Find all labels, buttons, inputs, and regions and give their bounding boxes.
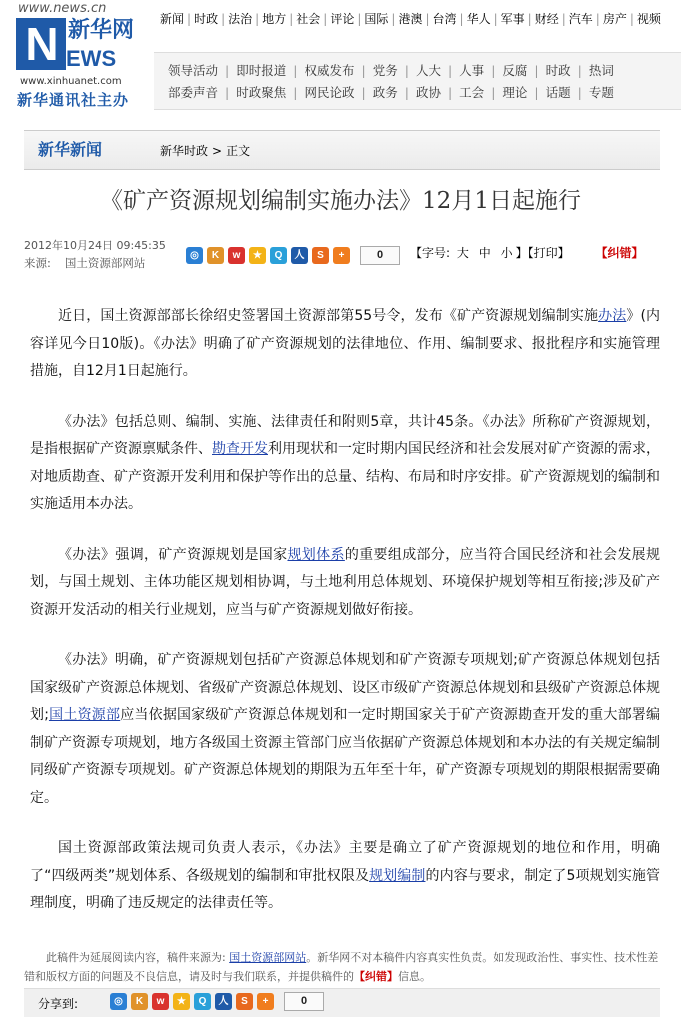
plus-icon[interactable]: +	[257, 993, 274, 1010]
paragraph-4	[30, 647, 660, 812]
sub-nav-item[interactable]: 专题	[588, 85, 614, 100]
top-nav-item[interactable]: 地方	[262, 12, 287, 26]
share-icons-top	[186, 247, 350, 264]
nav-separator: |	[527, 12, 532, 26]
link-banfa[interactable]: 办法	[598, 308, 627, 324]
breadcrumb-bar	[24, 130, 660, 170]
font-size-small[interactable]: 小	[500, 246, 513, 260]
paragraph-text: 利用现状和一定时期内国民经济和社会发展对矿产资源的需求，对地质勘查、矿产资源开发利用和保护等作出的总量、结构、布局和时序安排。矿产资源规划的编制和实施适用本办法。	[30, 441, 660, 512]
tqq-icon[interactable]: Q	[270, 247, 287, 264]
paragraph-1	[30, 303, 660, 386]
font-size-end: 】	[515, 246, 528, 260]
nav-separator: |	[447, 85, 453, 100]
print-button[interactable]: 【打印】	[527, 246, 570, 260]
nav-separator: |	[595, 12, 600, 26]
nav-separator: |	[629, 12, 634, 26]
font-size-large[interactable]: 大	[456, 246, 469, 260]
paragraph-5	[30, 835, 660, 918]
sub-nav-item[interactable]: 工会	[459, 85, 485, 100]
nav-separator: |	[255, 12, 260, 26]
top-nav-item[interactable]: 法治	[228, 12, 253, 26]
nav-separator: |	[361, 85, 366, 100]
paragraph-text: 的内容与要求，制定了5项规划实施管理制度，明确了违反规定的法律责任等。	[30, 867, 661, 911]
top-nav-item[interactable]: 房产	[602, 12, 627, 26]
nav-separator: |	[534, 63, 539, 78]
disclaimer-text: 此稿件为延展阅读内容，稿件来源为:	[46, 951, 230, 964]
sub-nav-item[interactable]: 时政	[545, 63, 571, 78]
sub-nav-item[interactable]: 人事	[459, 63, 485, 78]
logo-chinese: 新华网	[68, 18, 135, 43]
top-nav-item[interactable]: 汽车	[568, 12, 593, 26]
nav-separator: |	[391, 12, 396, 26]
paragraph-text: 《办法》包括总则、编制、实施、法律责任和附则5章，共计45条。《办法》所称矿产资源规划，是指根据矿产资源禀赋条件、	[30, 413, 660, 457]
logo-host: 新华通讯社主办	[17, 91, 130, 109]
sub-nav-item[interactable]: 政协	[415, 85, 441, 100]
sub-nav-item[interactable]: 权威发布	[304, 63, 355, 78]
nav-separator: |	[323, 12, 328, 26]
sub-nav-item[interactable]: 政务	[372, 85, 398, 100]
top-nav	[160, 10, 681, 28]
nav-separator: |	[425, 12, 430, 26]
weibo-icon[interactable]: w	[152, 993, 169, 1010]
logo-letter: N	[16, 18, 66, 70]
nav-separator: |	[491, 85, 496, 100]
sub-nav-item[interactable]: 党务	[372, 63, 398, 78]
nav-separator: |	[187, 12, 192, 26]
sub-nav-item[interactable]: 热词	[588, 63, 614, 78]
sub-nav-item[interactable]: 部委声音	[168, 85, 219, 100]
nav-separator: |	[459, 12, 464, 26]
qzone-icon[interactable]: ◎	[186, 247, 203, 264]
nav-separator: |	[289, 12, 294, 26]
sub-nav-item[interactable]: 即时报道	[236, 63, 287, 78]
nav-separator: |	[561, 12, 566, 26]
nav-separator: |	[447, 63, 453, 78]
paragraph-2	[30, 409, 660, 519]
nav-separator: |	[357, 12, 362, 26]
disclaimer-source-link[interactable]: 国土资源部网站	[229, 951, 307, 964]
logo-rest: EWS	[66, 46, 117, 71]
star-icon[interactable]: ★	[249, 247, 266, 264]
nav-separator: |	[491, 63, 496, 78]
top-nav-item[interactable]: 国际	[364, 12, 389, 26]
paragraph-text: 的重要组成部分，应当符合国民经济和社会发展规划，与国土规划、主体功能区规划相协调，与土地利用总体规划、环境保护规划等相互衔接;涉及矿产资源开发活动的相关行业规划，应当与矿产资源规划做好衔接。	[30, 546, 661, 618]
qzone-icon[interactable]: ◎	[110, 993, 127, 1010]
nav-separator: |	[404, 63, 409, 78]
nav-separator: |	[577, 85, 582, 100]
top-nav-item[interactable]: 评论	[330, 12, 355, 26]
weibo-icon[interactable]: w	[228, 247, 245, 264]
share-icons-bottom	[110, 993, 274, 1010]
plus-icon[interactable]: +	[333, 247, 350, 264]
link-guihua-tixi[interactable]: 规划体系	[287, 546, 345, 563]
sub-nav-item[interactable]: 网民论政	[304, 85, 355, 100]
top-nav-item[interactable]: 社会	[296, 12, 321, 26]
top-nav-item[interactable]: 台湾	[432, 12, 457, 26]
top-nav-item[interactable]: 新闻	[160, 12, 185, 26]
nav-separator: |	[225, 63, 230, 78]
top-nav-item[interactable]: 华人	[466, 12, 491, 26]
article-title: 《矿产资源规划编制实施办法》12月1日起施行	[100, 188, 581, 214]
disclaimer-text: 。新华网不对本稿件内容真实性负责。如发现政治性、事实性、技术性差错和版权方面的问题及不良信息，请及时与我们联系，并提供稿件的	[24, 951, 659, 983]
article-datetime: 2012年10月24日 09:45:35	[24, 239, 166, 252]
star-icon[interactable]: ★	[173, 993, 190, 1010]
paragraph-text: 近日，国土资源部部长徐绍史签署国土资源部第55号令，发布《矿产资源规划编制实施	[58, 308, 599, 324]
nav-separator: |	[221, 12, 226, 26]
article-source-line	[24, 255, 145, 271]
nav-separator: |	[293, 63, 298, 78]
nav-separator: |	[534, 85, 539, 100]
nav-separator: |	[404, 85, 409, 100]
sub-nav-row-2	[168, 84, 614, 102]
disclaimer	[24, 948, 660, 986]
sohu-icon[interactable]: S	[236, 993, 253, 1010]
sub-nav-item[interactable]: 反腐	[502, 63, 528, 78]
link-guihua-bianzhi[interactable]: 规划编制	[369, 867, 426, 884]
sub-nav-row-1	[168, 62, 614, 80]
source-name: 国土资源部网站	[64, 256, 146, 270]
paragraph-text: 应当依据国家级矿产资源总体规划和一定时期国家关于矿产资源勘查开发的重大部署编制矿产资源专项规划，地方各级国土资源主管部门应当依据矿产资源总体规划和本办法的有关规定编制同级矿产资源专项规划。矿产资源总体规划的期限为五年至十年，矿产资源专项规划的期限根据需要确定。	[30, 707, 661, 806]
nav-separator: |	[493, 12, 498, 26]
nav-separator: |	[361, 63, 366, 78]
sub-nav	[154, 52, 681, 110]
paragraph-3	[30, 542, 660, 625]
disclaimer-text: 信息。	[398, 970, 431, 983]
breadcrumb-item-politics[interactable]: 新华时政	[160, 144, 209, 158]
top-nav-item[interactable]: 军事	[500, 12, 525, 26]
kaixin-icon[interactable]: K	[131, 993, 148, 1010]
share-label: 分享到:	[38, 997, 79, 1011]
kaixin-icon[interactable]: K	[207, 247, 224, 264]
sohu-icon[interactable]: S	[312, 247, 329, 264]
top-nav-item[interactable]: 时政	[194, 12, 219, 26]
link-guotu-ziyuanbu[interactable]: 国土资源部	[48, 707, 121, 723]
breadcrumb-item-current: 正文	[226, 144, 251, 158]
nav-separator: |	[577, 63, 582, 78]
font-size-label: 【字号:	[410, 246, 451, 260]
error-report-button[interactable]: 【纠错】	[595, 246, 644, 260]
paragraph-text: 《办法》强调，矿产资源规划是国家	[58, 546, 288, 563]
font-size-medium[interactable]: 中	[478, 246, 491, 260]
renren-icon[interactable]: 人	[215, 993, 232, 1010]
share-count-bottom: 0	[284, 992, 324, 1011]
top-nav-item[interactable]: 视频	[636, 12, 661, 26]
sub-nav-item[interactable]: 领导活动	[168, 63, 219, 78]
section-brand[interactable]: 新华新闻	[38, 140, 103, 159]
paragraph-text: 《办法》明确，矿产资源规划包括矿产资源总体规划和矿产资源专项规划;矿产资源总体规划包括国家级矿产资源总体规划、省级矿产资源总体规划、设区市级矿产资源总体规划和县级矿产资源总体规划;	[30, 652, 660, 723]
top-nav-item[interactable]: 港澳	[398, 12, 423, 26]
link-kancha-kaifa[interactable]: 勘查开发	[212, 441, 268, 457]
logo-url-full: www.xinhuanet.com	[20, 76, 122, 87]
renren-icon[interactable]: 人	[291, 247, 308, 264]
breadcrumb-arrow: >	[212, 144, 223, 158]
share-count-top: 0	[360, 246, 400, 265]
disclaimer-error-link[interactable]: 【纠错】	[354, 970, 398, 983]
article-body	[30, 303, 660, 941]
sub-nav-item[interactable]: 时政聚焦	[236, 85, 287, 100]
paragraph-text: 》(内容详见今日10版)。《办法》明确了矿产资源规划的法律地位、作用、编制要求、报批程序和实施管理措施，自12月1日起施行。	[30, 308, 661, 379]
sub-nav-item[interactable]: 理论	[502, 85, 528, 100]
nav-separator: |	[293, 85, 298, 100]
sub-nav-item[interactable]: 话题	[545, 85, 571, 100]
paragraph-text: 国土资源部政策法规司负责人表示，《办法》主要是确立了矿产资源规划的地位和作用，明确了“四级两类”规划体系、各级规划的编制和审批权限及	[30, 840, 660, 884]
sub-nav-item[interactable]: 人大	[415, 63, 441, 78]
source-label: 来源:	[24, 256, 51, 270]
top-nav-item[interactable]: 财经	[534, 12, 559, 26]
tqq-icon[interactable]: Q	[194, 993, 211, 1010]
nav-separator: |	[225, 85, 230, 100]
logo-url: www.news.cn	[18, 1, 107, 16]
article-tools	[410, 245, 643, 261]
breadcrumb	[160, 143, 250, 159]
